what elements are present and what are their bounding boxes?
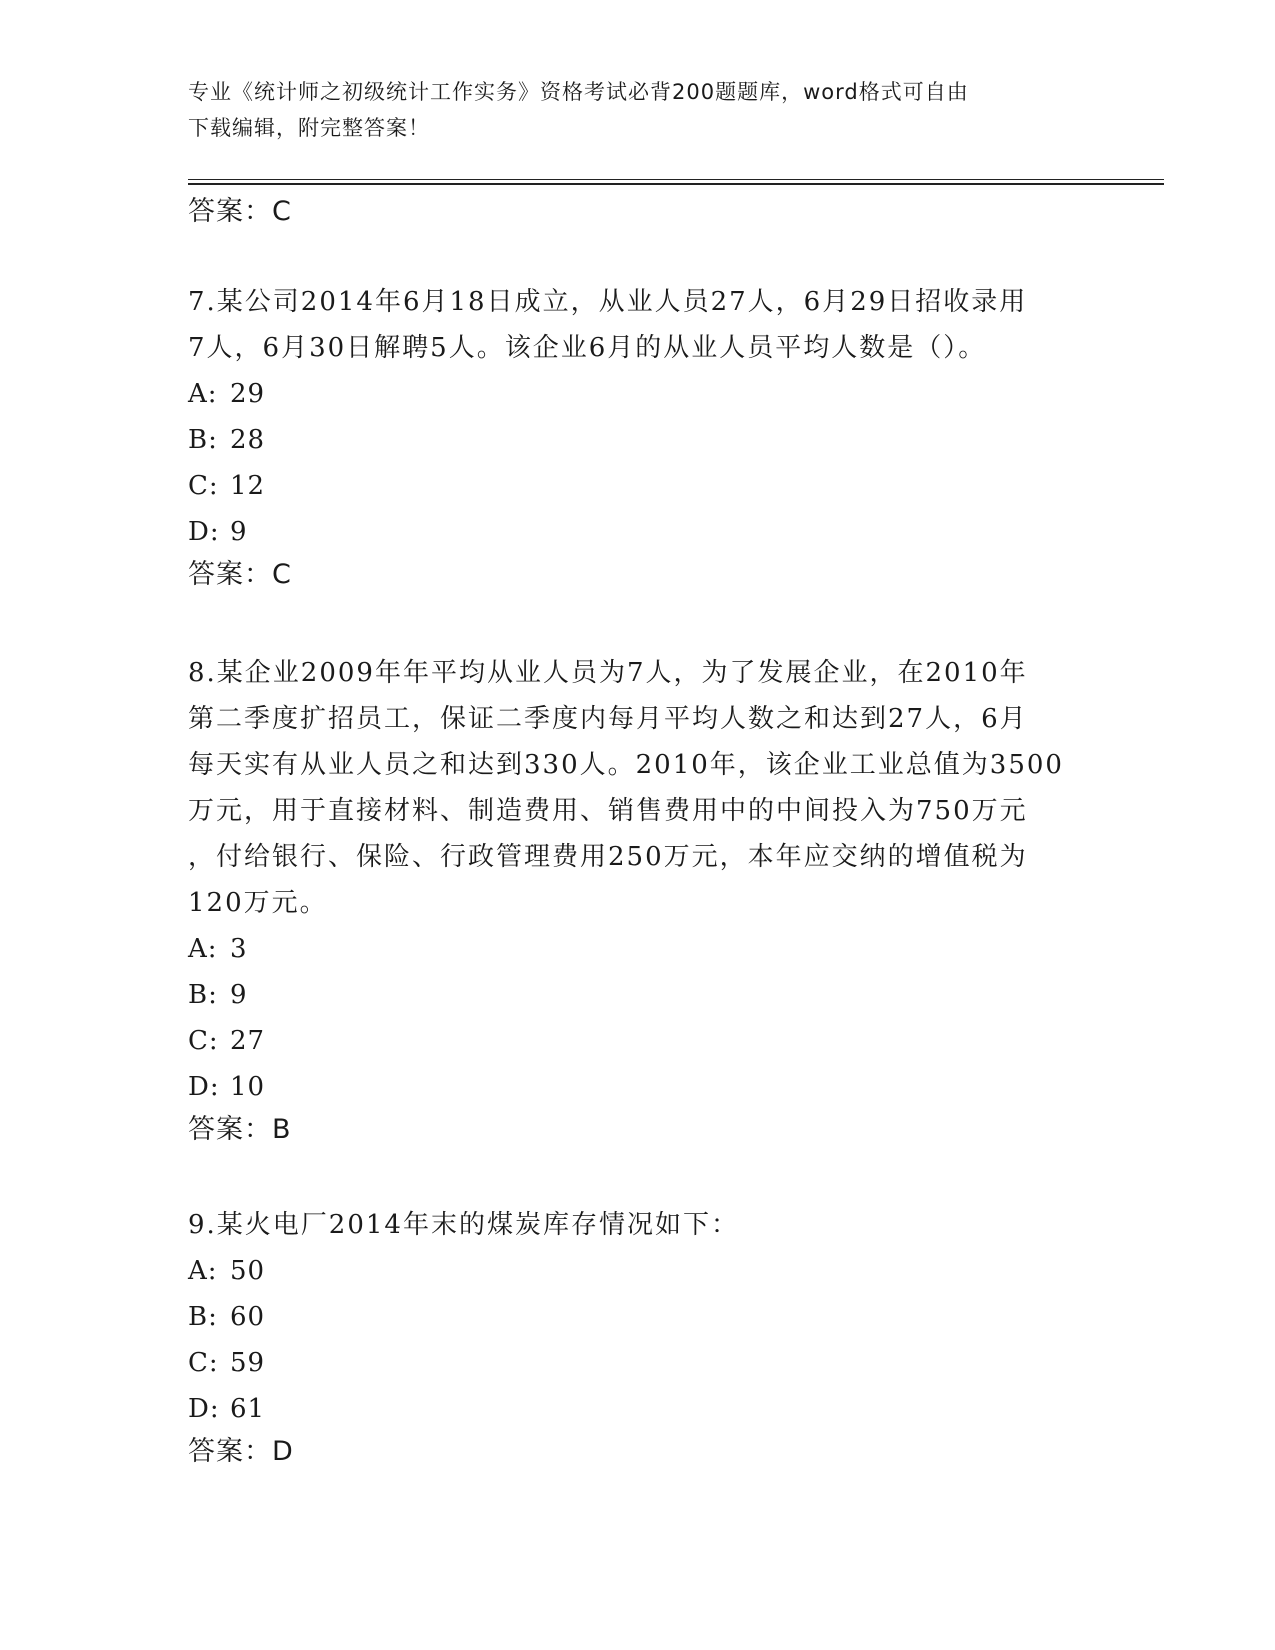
question-stem: 7.某公司2014年6月18日成立，从业人员27人，6月29日招收录用 — [188, 287, 1028, 317]
option-d: D: 61 — [188, 1394, 266, 1424]
answer-line: 答案：D — [188, 1436, 294, 1467]
option-a: A: 29 — [188, 379, 266, 409]
question-stem: ，付给银行、保险、行政管理费用250万元，本年应交纳的增值税为 — [188, 842, 1028, 872]
option-d: D: 9 — [188, 517, 248, 547]
question-stem: 7人，6月30日解聘5人。该企业6月的从业人员平均人数是（）。 — [188, 333, 987, 363]
option-a: A: 3 — [188, 934, 248, 964]
answer-line: 答案：C — [188, 559, 292, 590]
question-stem: 第二季度扩招员工，保证二季度内每月平均人数之和达到27人，6月 — [188, 704, 1028, 734]
question-7 — [188, 279, 1088, 595]
option-c: C: 27 — [188, 1026, 266, 1056]
option-c: C: 12 — [188, 471, 266, 501]
question-8 — [188, 650, 1088, 1150]
header-divider — [188, 183, 1164, 185]
option-a: A: 50 — [188, 1256, 266, 1286]
header-line: 专业《统计师之初级统计工作实务》资格考试必背200题题库，word格式可自由 — [188, 80, 969, 104]
question-stem: 9.某火电厂2014年末的煤炭库存情况如下： — [188, 1210, 739, 1240]
header-line: 下载编辑，附完整答案！ — [188, 116, 430, 140]
option-b: B: 60 — [188, 1302, 266, 1332]
question-stem: 8.某企业2009年年平均从业人员为7人，为了发展企业，在2010年 — [188, 658, 1028, 688]
question-9 — [188, 1202, 1088, 1472]
page-header — [188, 74, 1068, 146]
option-c: C: 59 — [188, 1348, 266, 1378]
answer-line: 答案：B — [188, 1114, 292, 1145]
answer-line: 答案：C — [188, 196, 292, 227]
option-b: B: 9 — [188, 980, 248, 1010]
question-stem: 万元，用于直接材料、制造费用、销售费用中的中间投入为750万元 — [188, 796, 1028, 826]
header-divider — [188, 179, 1164, 180]
option-d: D: 10 — [188, 1072, 266, 1102]
question-stem: 120万元。 — [188, 888, 328, 918]
question-stem: 每天实有从业人员之和达到330人。2010年，该企业工业总值为3500 — [188, 750, 1064, 780]
option-b: B: 28 — [188, 425, 266, 455]
